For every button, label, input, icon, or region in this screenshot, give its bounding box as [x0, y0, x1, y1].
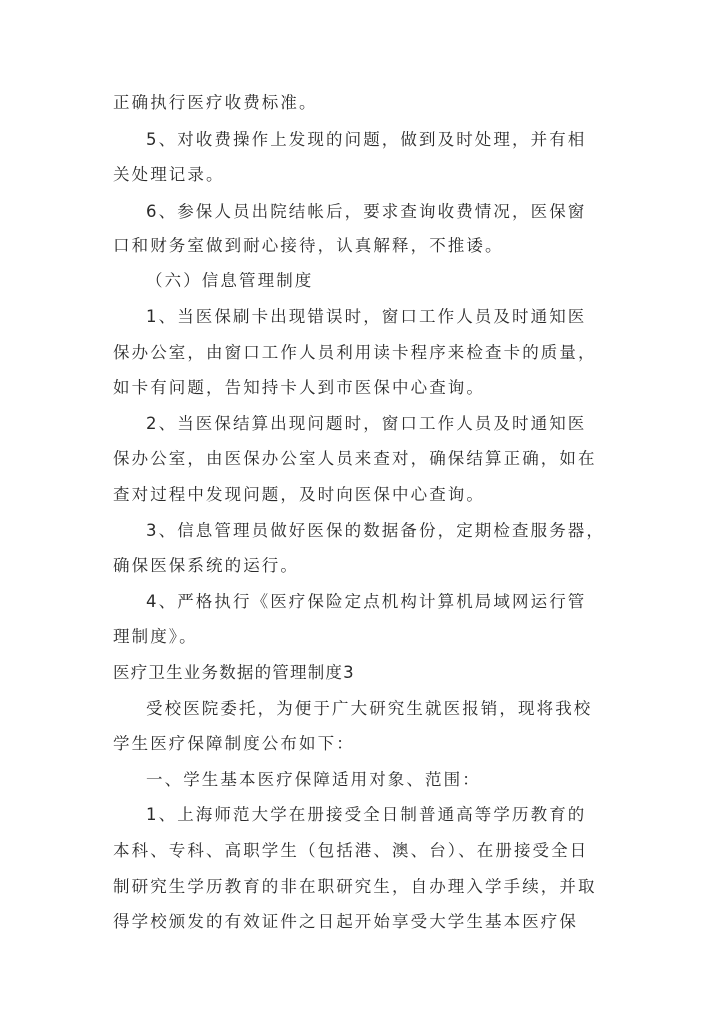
- text-line-12: 查对过程中发现问题，及时向医保中心查询。: [113, 485, 485, 504]
- text-line-20: 一、学生基本医疗保障适用对象、范围：: [146, 770, 481, 789]
- text-line-22: 本科、专科、高职学生（包括港、澳、台）、在册接受全日: [113, 841, 589, 860]
- text-line-16: 理制度》。: [113, 627, 198, 646]
- text-line-8: 保办公室，由窗口工作人员利用读卡程序来检查卡的质量，: [113, 343, 597, 362]
- text-line-19: 学生医疗保障制度公布如下：: [113, 734, 355, 753]
- text-line-24: 得学校颁发的有效证件之日起开始享受大学生基本医疗保: [113, 912, 578, 931]
- text-line-23: 制研究生学历教育的非在职研究生，自办理入学手续，并取: [113, 877, 597, 896]
- text-line-1: 正确执行医疗收费标准。: [113, 93, 318, 112]
- text-line-11: 保办公室，由医保办公室人员来查对，确保结算正确，如在: [113, 449, 597, 468]
- text-line-10: 2、当医保结算出现问题时，窗口工作人员及时通知医: [146, 414, 587, 433]
- text-line-7: 1、当医保刷卡出现错误时，窗口工作人员及时通知医: [146, 307, 587, 326]
- text-line-13: 3、信息管理员做好医保的数据备份，定期检查服务器，: [146, 521, 605, 540]
- text-line-9: 如卡有问题，告知持卡人到市医保中心查询。: [113, 378, 485, 397]
- text-line-3: 关处理记录。: [113, 165, 225, 184]
- section-title-management-system-3: 医疗卫生业务数据的管理制度3: [113, 663, 355, 682]
- text-line-5: 口和财务室做到耐心接待，认真解释，不推诿。: [113, 236, 504, 255]
- text-line-2: 5、对收费操作上发现的问题，做到及时处理，并有相: [146, 130, 587, 149]
- text-line-21: 1、上海师范大学在册接受全日制普通高等学历教育的: [146, 805, 587, 824]
- text-line-14: 确保医保系统的运行。: [113, 556, 299, 575]
- text-line-4: 6、参保人员出院结帐后，要求查询收费情况，医保窗: [146, 202, 587, 221]
- text-line-15: 4、严格执行《医疗保险定点机构计算机局域网运行管: [146, 592, 587, 611]
- text-line-18: 受校医院委托，为便于广大研究生就医报销，现将我校: [146, 699, 593, 718]
- section-heading-info-management: （六）信息管理制度: [146, 271, 314, 290]
